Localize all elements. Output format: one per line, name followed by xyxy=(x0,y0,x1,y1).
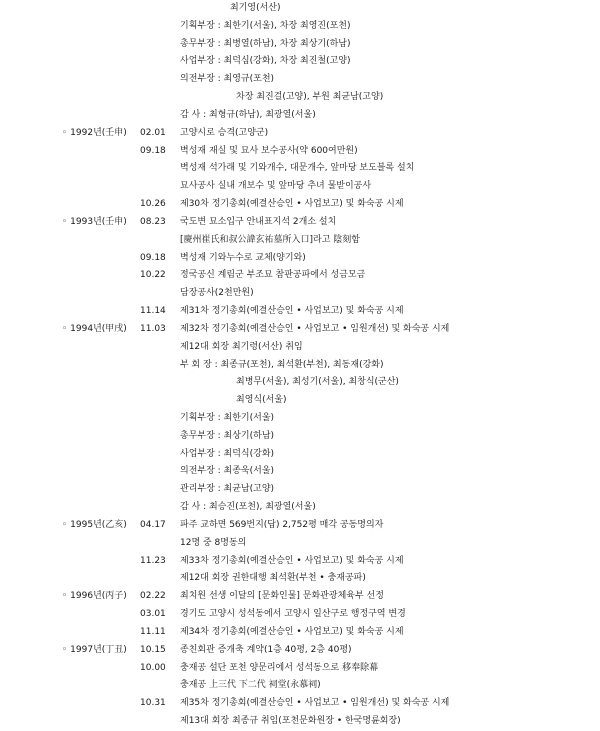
chronicle-line xyxy=(0,105,600,125)
entry-text: 제30차 정기총회(예결산승인 • 사업보고) 및 화숙공 시제 xyxy=(180,199,404,209)
date-label: 09.18 xyxy=(140,146,166,156)
entry-text: 제35차 정기총회(예결산승인 • 사업보고 • 임원개선) 및 화숙공 시제 xyxy=(180,698,450,708)
chronicle-line xyxy=(0,533,600,553)
chronicle-line xyxy=(0,265,600,285)
entry-text: 벽성재 기와누수로 교체(양기와) xyxy=(180,253,306,263)
entry-text: 12명 중 8명동의 xyxy=(180,538,247,548)
entry-text: 제33차 정기총회(예결산승인 • 사업보고) 및 화숙공 시제 xyxy=(180,556,404,566)
chronicle-line xyxy=(0,319,600,339)
chronicle-line xyxy=(0,69,600,89)
year-label: ◦ 1992년(壬申) xyxy=(62,128,127,138)
chronicle-line xyxy=(0,230,600,250)
chronicle-line xyxy=(0,497,600,517)
entry-text: 사업부장 : 최덕심(강화), 차장 최진철(고양) xyxy=(180,56,351,66)
chronicle-line xyxy=(0,51,600,71)
date-label: 11.03 xyxy=(140,324,166,334)
chronicle-line xyxy=(0,337,600,357)
entry-text: 제13대 회장 최종규 취임(포천문화원장 • 한국명륜회장) xyxy=(180,716,401,726)
chronicle-line xyxy=(0,301,600,321)
chronicle-line xyxy=(0,675,600,695)
entry-text: 제32차 정기총회(예결산승인 • 사업보고 • 임원개선) 및 화숙공 시제 xyxy=(180,324,450,334)
date-label: 11.23 xyxy=(140,556,166,566)
entry-text: 종친회관 증개축 계약(1층 40평, 2층 40평) xyxy=(180,645,352,655)
entry-text: 최병무(서울), 최성기(서울), 최창식(군산) xyxy=(236,377,399,387)
date-label: 03.01 xyxy=(140,609,166,619)
entry-text: 담장공사(2천만원) xyxy=(180,288,254,298)
entry-text: 최기영(서산) xyxy=(230,3,281,13)
entry-text: [慶州崔氏和叔公諱玄祐墓所入口]라고 陰刻함 xyxy=(180,235,360,245)
chronicle-line xyxy=(0,711,600,731)
chronicle-line xyxy=(0,586,600,606)
entry-text: 파주 교하면 569번지(답) 2,752평 매각 공동명의자 xyxy=(180,520,384,530)
entry-text: 최치원 선생 이달의 [문화인물] 문화관광체육부 선정 xyxy=(180,591,384,601)
entry-text: 정국공신 계림군 부조묘 참판공파에서 성금모금 xyxy=(180,270,366,280)
entry-text: 제31차 정기총회(예결산승인 • 사업보고) 및 화숙공 시제 xyxy=(180,306,404,316)
chronicle-line xyxy=(0,158,600,178)
entry-text: 관리부장 : 최균남(고양) xyxy=(180,484,275,494)
entry-text: 부 회 장 : 최종규(포천), 최석환(부천), 최동재(강화) xyxy=(180,360,384,370)
year-label: ◦ 1995년(乙亥) xyxy=(62,520,127,530)
chronicle-line xyxy=(0,479,600,499)
chronicle-line xyxy=(0,461,600,481)
chronicle-line xyxy=(0,87,600,107)
entry-text: 최영식(서울) xyxy=(236,395,287,405)
date-label: 09.18 xyxy=(140,253,166,263)
entry-text: 감 사 : 최형규(하남), 최광열(서울) xyxy=(180,110,316,120)
entry-text: 충재공 설단 포천 양문리에서 성석동으로 移奉除幕 xyxy=(180,663,379,673)
date-label: 10.22 xyxy=(140,270,166,280)
entry-text: 사업부장 : 최덕식(강화) xyxy=(180,449,275,459)
chronicle-line xyxy=(0,123,600,143)
entry-text: 차장 최진걸(고양), 부원 최균남(고양) xyxy=(236,92,384,102)
date-label: 02.22 xyxy=(140,591,166,601)
entry-text: 벽성재 재실 및 묘사 보수공사(약 600여만원) xyxy=(180,146,358,156)
chronicle-line xyxy=(0,283,600,303)
date-label: 08.23 xyxy=(140,217,166,227)
entry-text: 충재공 上三代 下二代 祠堂(永慕祠) xyxy=(180,680,321,690)
chronicle-line xyxy=(0,640,600,660)
entry-text: 국도변 묘소입구 안내표지석 2개소 설치 xyxy=(180,217,337,227)
chronicle-line xyxy=(0,515,600,535)
entry-text: 의전부장 : 최영규(포천) xyxy=(180,74,275,84)
entry-text: 묘사공사 실내 개보수 및 앞마당 추녀 물받이공사 xyxy=(180,181,372,191)
chronicle-line xyxy=(0,372,600,392)
year-label: ◦ 1996년(丙子) xyxy=(62,591,127,601)
chronicle-line xyxy=(0,622,600,642)
date-label: 11.14 xyxy=(140,306,166,316)
chronicle-line xyxy=(0,426,600,446)
chronicle-line xyxy=(0,212,600,232)
entry-text: 고양시로 승격(고양군) xyxy=(180,128,269,138)
entry-text: 제12대 회장 최기령(서산) 취임 xyxy=(180,342,303,352)
entry-text: 총무부장 : 최상기(하남) xyxy=(180,431,275,441)
chronicle-line xyxy=(0,390,600,410)
date-label: 10.15 xyxy=(140,645,166,655)
entry-text: 기획부장 : 최한기(서울) xyxy=(180,413,275,423)
entry-text: 총무부장 : 최병열(하남), 차장 최상기(하남) xyxy=(180,39,351,49)
chronicle-line xyxy=(0,176,600,196)
entry-text: 벽성재 석가래 및 기와개수, 대문개수, 앞마당 보도블록 설치 xyxy=(180,163,415,173)
date-label: 02.01 xyxy=(140,128,166,138)
chronicle-line xyxy=(0,693,600,713)
date-label: 04.17 xyxy=(140,520,166,530)
entry-text: 기획부장 : 최한기(서울), 차장 최영진(포천) xyxy=(180,21,351,31)
entry-text: 감 사 : 최승진(포천), 최광열(서울) xyxy=(180,502,316,512)
date-label: 10.26 xyxy=(140,199,166,209)
date-label: 11.11 xyxy=(140,627,166,637)
chronicle-line xyxy=(0,194,600,214)
chronicle-line xyxy=(0,16,600,36)
year-label: ◦ 1994년(甲戌) xyxy=(62,324,127,334)
date-label: 10.00 xyxy=(140,663,166,673)
date-label: 10.31 xyxy=(140,698,166,708)
year-label: ◦ 1993년(壬申) xyxy=(62,217,127,227)
entry-text: 제12대 회장 권한대행 최석환(부천 • 충재공파) xyxy=(180,573,366,583)
year-label: ◦ 1997년(丁丑) xyxy=(62,645,127,655)
entry-text: 의전부장 : 최종욱(서울) xyxy=(180,466,275,476)
chronicle-line xyxy=(0,408,600,428)
entry-text: 제34차 정기총회(예결산승인 • 사업보고) 및 화숙공 시제 xyxy=(180,627,404,637)
chronicle-line xyxy=(0,604,600,624)
entry-text: 경기도 고양시 성석동에서 고양시 일산구로 행정구역 변경 xyxy=(180,609,406,619)
chronicle-line xyxy=(0,568,600,588)
